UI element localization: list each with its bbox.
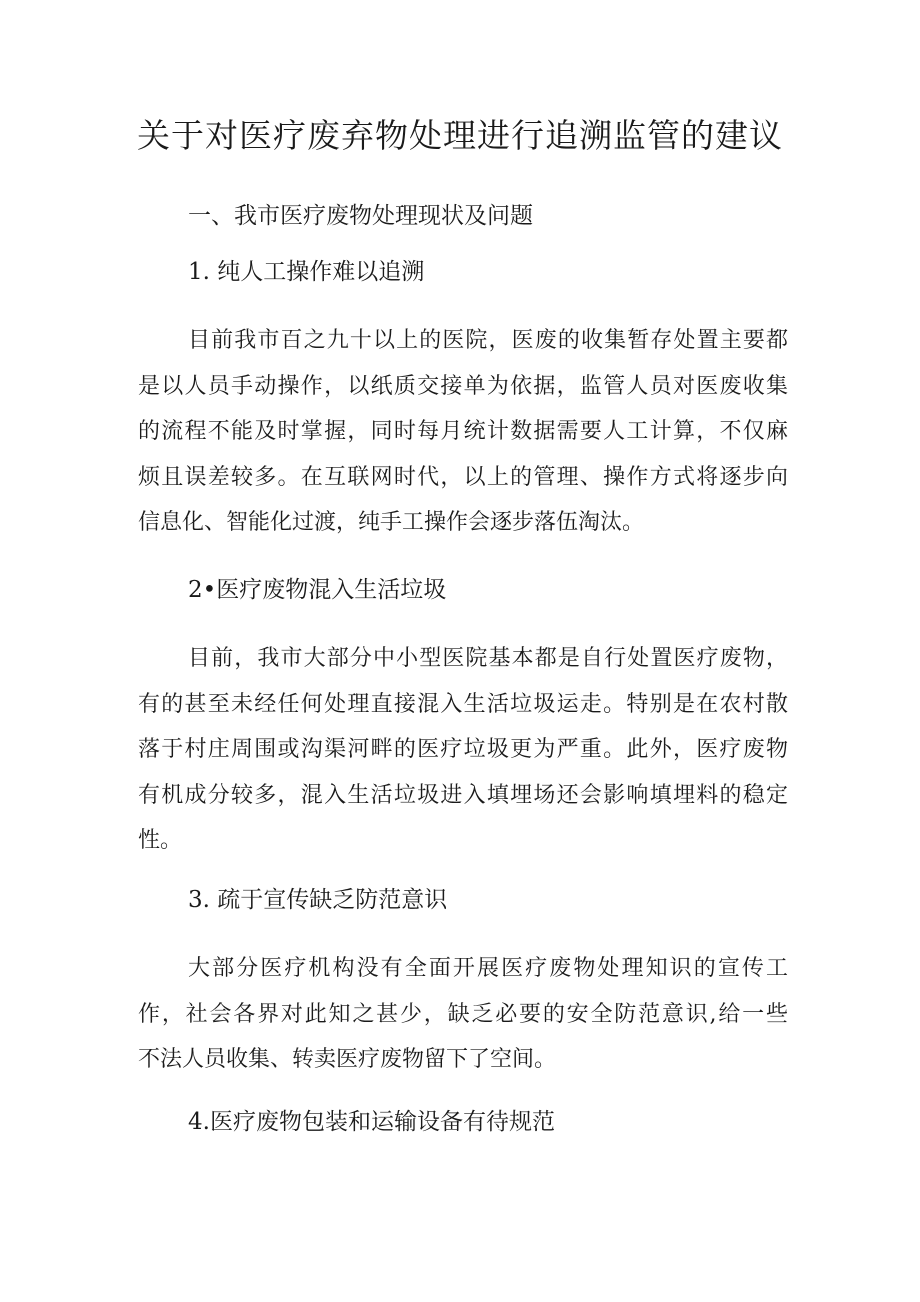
paragraph-line: 烦且误差较多。在互联网时代，以上的管理、操作方式将逐步向	[138, 464, 788, 490]
item-heading-1: 1. 纯人工操作难以追溯	[188, 259, 425, 285]
paragraph-line: 目前，我市大部分中小型医院基本都是自行处置医疗废物，	[188, 646, 788, 671]
item-heading-2: 2•医疗废物混入生活垃圾	[188, 577, 447, 603]
paragraph-line: 作，社会各界对此知之甚少，缺乏必要的安全防范意识,给一些	[138, 1001, 788, 1027]
paragraph-line: 信息化、智能化过渡，纯手工操作会逐步落伍淘汰。	[138, 510, 645, 536]
paragraph-line: 有的甚至未经任何处理直接混入生活垃圾运走。特别是在农村散	[138, 691, 788, 717]
item-heading-4: 4.医疗废物包装和运输设备有待规范	[188, 1109, 555, 1135]
paragraph-3	[138, 946, 788, 1083]
paragraph-line: 是以人员手动操作，以纸质交接单为依据，监管人员对医废收集	[138, 373, 788, 399]
paragraph-line: 性。	[138, 828, 183, 854]
paragraph-line: 落于村庄周围或沟渠河畔的医疗垃圾更为严重。此外，医疗废物	[138, 737, 788, 763]
paragraph-line: 有机成分较多，混入生活垃圾进入填埋场还会影响填埋料的稳定	[138, 782, 788, 808]
document-title: 关于对医疗废弃物处理进行追溯监管的建议	[137, 116, 783, 155]
paragraph-line: 的流程不能及时掌握，同时每月统计数据需要人工计算，不仅麻	[138, 419, 788, 445]
item-heading-3: 3. 疏于宣传缺乏防范意识	[188, 887, 448, 913]
paragraph-line: 大部分医疗机构没有全面开展医疗废物处理知识的宣传工	[188, 956, 788, 981]
paragraph-1	[138, 318, 788, 546]
paragraph-2	[138, 636, 788, 864]
paragraph-line: 不法人员收集、转卖医疗废物留下了空间。	[138, 1047, 557, 1073]
section-heading: 一、我市医疗废物处理现状及问题	[188, 203, 533, 229]
paragraph-line: 目前我市百之九十以上的医院，医废的收集暂存处置主要都	[188, 328, 788, 353]
